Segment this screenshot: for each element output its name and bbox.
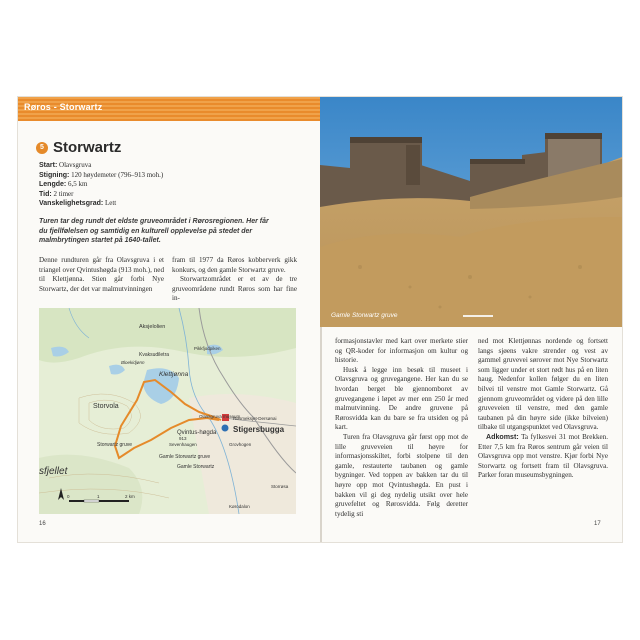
route-title: Storwartz — [53, 139, 122, 156]
page-number-right: 17 — [594, 521, 601, 527]
left-text-column-2: fram til 1977 da Røros kobberverk gikk konkurs, og den gamle Storwartz gruve. Storwartzområdet er et av de tre gruveområdene rundt Røros som har fine in- — [172, 256, 297, 303]
scale-bar — [84, 500, 99, 502]
map-label: Stigersbugga — [233, 425, 285, 434]
fact-row: Tid: 2 timer — [39, 189, 74, 198]
map-label: sfjellet — [39, 466, 68, 477]
route-title-row — [36, 139, 121, 156]
map-label: Bloekidjønn — [121, 360, 145, 365]
access-paragraph: Adkomst: Ta fylkesvei 31 mot Brekken. Etter 7,5 km fra Røros sentrum går veien til Olavsgruva opp mot venstre. Kjør forbi Nye Storwartz og fortsett fram til Olavsgruva. Parker foran museumsbygningen. — [478, 432, 608, 480]
map-label: Sevenhaugen — [169, 442, 197, 447]
map-label: Pikkfjodpiken — [194, 346, 221, 351]
right-text-column-1: formasjonstavler med kart over merkete stier og QR-koder for informasjon om kultur og historie. Husk å legge inn besøk til museet i Olavsgruva og gruvegangene. Her kan du se hvordan berget ble gjennomboret av gruvegangene i løpet av mer enn 250 år med malmutvinning. De andre gruvene på Rørosvidda kan du bare se fra utsiden og på kart. Turen fra Olavsgruva går først opp mot de lille gruveveien til høyre for informasjonsskiltet, forbi stolpene til den gamle, restauterte taubanen og gamle bygninger. Ved toppen av bakken tar du til høyre opp mot Qvintushøgda. En pust i bakken vil gi deg nydelig utsikt over hele gruvefeltet og Rørosvidda. Følg deretter tydelig sti — [335, 337, 468, 518]
route-number-badge: 5 — [36, 142, 48, 154]
section-header-text: Røros - Storwartz — [24, 102, 103, 112]
map-label: Aksjelolien — [139, 324, 166, 330]
map-label: Kørodalon — [229, 504, 250, 509]
route-map — [39, 308, 296, 514]
photo-gamle-storwartz — [320, 97, 622, 327]
fact-row: Stigning: 120 høydemeter (796–913 moh.) — [39, 170, 164, 179]
map-label: Storwartz gruve — [97, 442, 133, 448]
page-number-left: 16 — [39, 521, 46, 527]
map-label: Kvaksudiletra — [139, 352, 170, 358]
map-label: Storvola — [93, 403, 119, 410]
caption-rule — [463, 315, 493, 317]
scale-label: 1 — [97, 494, 100, 499]
map-label: Røsmeksjet-Dersønai — [233, 416, 277, 421]
map-label: 913 — [179, 436, 187, 441]
fact-row: Lengde: 6,5 km — [39, 180, 88, 189]
map-label: Klettjønna — [159, 371, 189, 378]
map-label: Storrøsa — [271, 484, 289, 489]
scale-bar — [69, 500, 84, 502]
route-facts — [39, 161, 163, 209]
scale-bar — [99, 500, 129, 502]
right-text-column-2: ned mot Klettjønnas nordende og fortsett langs sjøens vakre strender og vest av gammel gruvevei sørover mot Nye Storwartz som ligger under et stort rødt hus på en liten haug. Nedenfor kollen følger du en liten bilvei til venstre mot Gamle Storwartz. Gå gjennom gruveområdet og videre på den lille gruveveien til venstre, med den gamle taubanen på din høyre side (ikke bilveien) tilbake til utgangspunktet ved Olavsgruva. Adkomst: Ta fylkesvei 31 mot Brekken. Etter 7,5 km fra Røros sentrum går veien til Olavsgruva opp mot venstre. Kjør forbi Nye Storwartz og fortsett fram til Olavsgruva. Parker foran museumsbygningen. — [478, 337, 608, 480]
photo-caption: Gamle Storwartz gruve — [331, 312, 398, 319]
route-intro: Turen tar deg rundt det eldste gruveområdet i Rørosregionen. Her får du fjellfølelsen og samtidig en kulturell opplevelse på stedet der malmbrytingen startet på 1640-tallet. — [39, 218, 269, 245]
left-text-column-1: Denne rundturen går fra Olavsgruva i et triangel over Qvintushøgda (913 moh.), ned til Klettjønna. Stien går forbi Nye Storwartz, der det var malmutvinningen — [39, 256, 164, 293]
map-label: Gamle Storwartz — [177, 464, 215, 470]
map-label: Gamle Storwartz gruve — [159, 454, 211, 460]
scale-label: 0 — [67, 494, 70, 499]
map-label: Qvintus-høgda — [177, 430, 217, 436]
scale-label: 2 km — [125, 494, 135, 499]
fact-row: Vanskelighetsgrad: Lett — [39, 199, 117, 208]
map-label: Olavsgruva museum — [199, 414, 241, 419]
fact-row: Start: Olavsgruva — [39, 161, 92, 169]
map-label: Grovhogen — [229, 442, 252, 447]
